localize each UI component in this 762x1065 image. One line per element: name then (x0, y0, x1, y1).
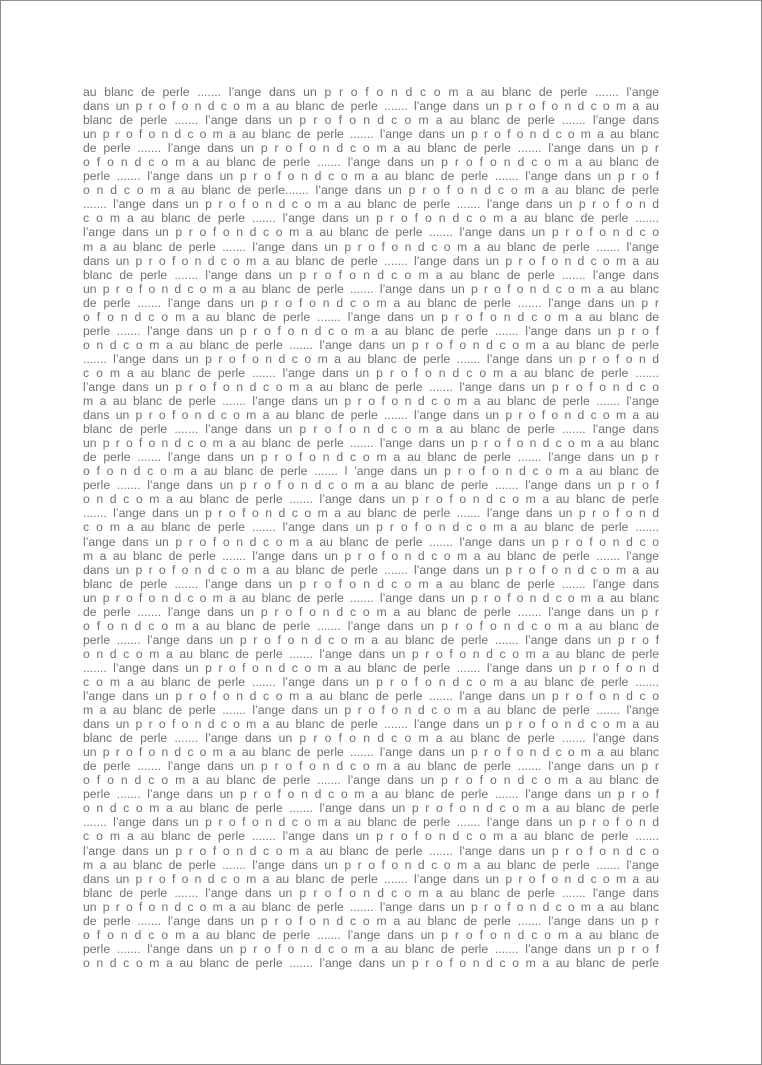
text-line: un p r o f o n d c o m a au blanc de perle ....... l’ange dans un p r o f o n d c o m a au blanc (83, 281, 659, 296)
text-line: o f o n d c o m a au blanc de perle ....... l’ange dans un p r o f o n d c o m a au blanc de (83, 618, 659, 633)
text-line: m a au blanc de perle ....... l’ange dans un p r o f o n d c o m a au blanc de perle ....... l’ange (83, 394, 659, 409)
text-line: de perle ....... l’ange dans un p r o f o n d c o m a au blanc de perle ....... l’ange dans un p r (83, 913, 659, 928)
text-line: ....... l’ange dans un p r o f o n d c o m a au blanc de perle ....... l’ange dans un p r o f o n d (83, 506, 659, 521)
text-line: ....... l’ange dans un p r o f o n d c o m a au blanc de perle ....... l’ange dans un p r o f o n d (83, 660, 659, 675)
text-line: perle ....... l’ange dans un p r o f o n d c o m a au blanc de perle ....... l’ange dans un p r o f (83, 941, 659, 956)
text-line: ....... l’ange dans un p r o f o n d c o m a au blanc de perle ....... l’ange dans un p r o f o n d (83, 351, 659, 366)
text-line: un p r o f o n d c o m a au blanc de perle ....... l’ange dans un p r o f o n d c o m a au blanc (83, 899, 659, 914)
text-line: dans un p r o f o n d c o m a au blanc de perle ....... l’ange dans un p r o f o n d c o m a au (83, 99, 659, 114)
text-line: o f o n d c o m a au blanc de perle ....... l’ange dans un p r o f o n d c o m a au blanc de (83, 309, 659, 324)
text-line: un p r o f o n d c o m a au blanc de perle ....... l’ange dans un p r o f o n d c o m a au blanc (83, 745, 659, 760)
text-line: perle ....... l’ange dans un p r o f o n d c o m a au blanc de perle ....... l’ange dans un p r o f (83, 169, 659, 184)
text-line: m a au blanc de perle ....... l’ange dans un p r o f o n d c o m a au blanc de perle ....... l’ange (83, 548, 659, 563)
text-line: dans un p r o f o n d c o m a au blanc de perle ....... l’ange dans un p r o f o n d c o m a au (83, 871, 659, 886)
text-line: c o m a au blanc de perle ....... l’ange dans un p r o f o n d c o m a au blanc de perle ....... (83, 829, 659, 844)
text-line: o f o n d c o m a au blanc de perle ....... l ’ange dans un p r o f o n d c o m a au blanc de (83, 464, 659, 479)
text-line: o n d c o m a au blanc de perle ....... l’ange dans un p r o f o n d c o m a au blanc de perle (83, 801, 659, 816)
text-line: m a au blanc de perle ....... l’ange dans un p r o f o n d c o m a au blanc de perle ....... l’ange (83, 703, 659, 718)
text-line: au blanc de perle ....... l’ange dans un p r o f o n d c o m a au blanc de perle ....... l’ange (83, 85, 659, 99)
text-line: blanc de perle ....... l’ange dans un p r o f o n d c o m a au blanc de perle ....... l’ange dans (83, 422, 659, 437)
text-line: c o m a au blanc de perle ....... l’ange dans un p r o f o n d c o m a au blanc de perle ....... (83, 520, 659, 535)
text-line: c o m a au blanc de perle ....... l’ange dans un p r o f o n d c o m a au blanc de perle ....... (83, 211, 659, 226)
text-line: o n d c o m a au blanc de perle ....... l’ange dans un p r o f o n d c o m a au blanc de perle (83, 646, 659, 661)
text-line: de perle ....... l’ange dans un p r o f o n d c o m a au blanc de perle ....... l’ange dans un p r (83, 141, 659, 156)
text-line: dans un p r o f o n d c o m a au blanc de perle ....... l’ange dans un p r o f o n d c o m a au (83, 408, 659, 423)
text-line: ....... l’ange dans un p r o f o n d c o m a au blanc de perle ....... l’ange dans un p r o f o n d (83, 197, 659, 212)
text-line: o n d c o m a au blanc de perle ....... l’ange dans un p r o f o n d c o m a au blanc de perle (83, 337, 659, 352)
text-line: l’ange dans un p r o f o n d c o m a au blanc de perle ....... l’ange dans un p r o f o n d c o (83, 534, 659, 549)
poem-text-block (83, 85, 659, 970)
text-line: perle ....... l’ange dans un p r o f o n d c o m a au blanc de perle ....... l’ange dans un p r o f (83, 632, 659, 647)
text-line: un p r o f o n d c o m a au blanc de perle ....... l’ange dans un p r o f o n d c o m a au blanc (83, 127, 659, 142)
text-line: un p r o f o n d c o m a au blanc de perle ....... l’ange dans un p r o f o n d c o m a au blanc (83, 590, 659, 605)
text-line: blanc de perle ....... l’ange dans un p r o f o n d c o m a au blanc de perle ....... l’ange dans (83, 885, 659, 900)
text-line: de perle ....... l’ange dans un p r o f o n d c o m a au blanc de perle ....... l’ange dans un p r (83, 295, 659, 310)
text-line: perle ....... l’ange dans un p r o f o n d c o m a au blanc de perle ....... l’ange dans un p r o f (83, 323, 659, 338)
text-line: c o m a au blanc de perle ....... l’ange dans un p r o f o n d c o m a au blanc de perle ....... (83, 365, 659, 380)
text-line: de perle ....... l’ange dans un p r o f o n d c o m a au blanc de perle ....... l’ange dans un p r (83, 759, 659, 774)
text-line: m a au blanc de perle ....... l’ange dans un p r o f o n d c o m a au blanc de perle ....... l’ange (83, 857, 659, 872)
text-line: o f o n d c o m a au blanc de perle ....... l’ange dans un p r o f o n d c o m a au blanc de (83, 927, 659, 942)
text-line: blanc de perle ....... l’ange dans un p r o f o n d c o m a au blanc de perle ....... l’ange dans (83, 731, 659, 746)
text-line: l’ange dans un p r o f o n d c o m a au blanc de perle ....... l’ange dans un p r o f o n d c o (83, 843, 659, 858)
text-line: o n d c o m a au blanc de perle ....... l’ange dans un p r o f o n d c o m a au blanc de perle (83, 492, 659, 507)
text-line: blanc de perle ....... l’ange dans un p r o f o n d c o m a au blanc de perle ....... l’ange dans (83, 113, 659, 128)
text-line: perle ....... l’ange dans un p r o f o n d c o m a au blanc de perle ....... l’ange dans un p r o f (83, 787, 659, 802)
text-line: ....... l’ange dans un p r o f o n d c o m a au blanc de perle ....... l’ange dans un p r o f o n d (83, 815, 659, 830)
text-line: l’ange dans un p r o f o n d c o m a au blanc de perle ....... l’ange dans un p r o f o n d c o (83, 225, 659, 240)
text-line: l’ange dans un p r o f o n d c o m a au blanc de perle ....... l’ange dans un p r o f o n d c o (83, 379, 659, 394)
text-line: o f o n d c o m a au blanc de perle ....... l’ange dans un p r o f o n d c o m a au blanc de (83, 773, 659, 788)
text-line: o n d c o m a au blanc de perle....... l’ange dans un p r o f o n d c o m a au blanc de perle (83, 183, 659, 198)
text-line: de perle ....... l’ange dans un p r o f o n d c o m a au blanc de perle ....... l’ange dans un p r (83, 604, 659, 619)
text-line: dans un p r o f o n d c o m a au blanc de perle ....... l’ange dans un p r o f o n d c o m a au (83, 717, 659, 732)
text-line: m a au blanc de perle ....... l’ange dans un p r o f o n d c o m a au blanc de perle ....... l’ange (83, 239, 659, 254)
text-line: dans un p r o f o n d c o m a au blanc de perle ....... l’ange dans un p r o f o n d c o m a au (83, 253, 659, 268)
text-line: perle ....... l’ange dans un p r o f o n d c o m a au blanc de perle ....... l’ange dans un p r o f (83, 478, 659, 493)
text-line: o n d c o m a au blanc de perle ....... l’ange dans un p r o f o n d c o m a au blanc de perle (83, 955, 659, 970)
text-line: blanc de perle ....... l’ange dans un p r o f o n d c o m a au blanc de perle ....... l’ange dans (83, 576, 659, 591)
text-line: dans un p r o f o n d c o m a au blanc de perle ....... l’ange dans un p r o f o n d c o m a au (83, 562, 659, 577)
text-line: blanc de perle ....... l’ange dans un p r o f o n d c o m a au blanc de perle ....... l’ange dans (83, 267, 659, 282)
text-line: o f o n d c o m a au blanc de perle ....... l’ange dans un p r o f o n d c o m a au blanc de (83, 155, 659, 170)
text-line: c o m a au blanc de perle ....... l’ange dans un p r o f o n d c o m a au blanc de perle ....... (83, 674, 659, 689)
text-line: de perle ....... l’ange dans un p r o f o n d c o m a au blanc de perle ....... l’ange dans un p r (83, 450, 659, 465)
text-line: l’ange dans un p r o f o n d c o m a au blanc de perle ....... l’ange dans un p r o f o n d c o (83, 689, 659, 704)
text-line: un p r o f o n d c o m a au blanc de perle ....... l’ange dans un p r o f o n d c o m a au blanc (83, 436, 659, 451)
